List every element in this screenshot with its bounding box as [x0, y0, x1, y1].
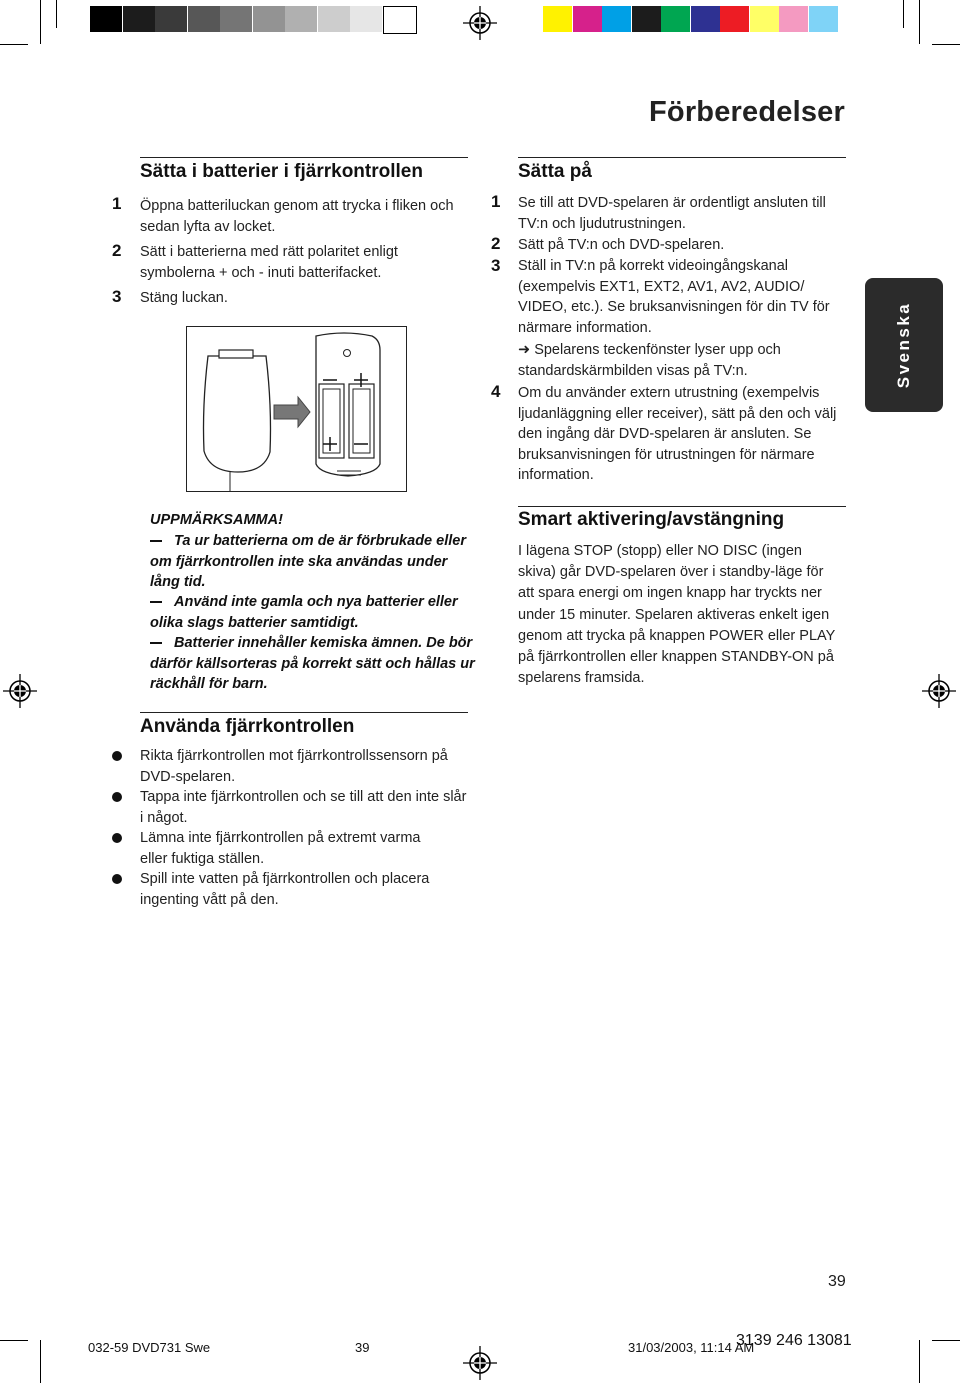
power-on-step-3: Ställ in TV:n på korrekt videoingångskanal (exempelvis EXT1, EXT2, AV1, AV2, AUDIO/ VIDEO, etc.). Se bruksanvisningen för din TV för närmare information.	[518, 258, 830, 336]
language-tab	[865, 278, 943, 412]
dash-icon	[150, 540, 162, 542]
remote-use-item: Rikta fjärrkontrollen mot fjärrkontrollssensorn på DVD-spelaren.	[140, 748, 448, 785]
registration-mark-icon	[3, 674, 37, 708]
color-swatch	[543, 6, 572, 32]
crop-mark	[56, 0, 57, 28]
gray-swatch	[318, 6, 350, 32]
dash-icon	[150, 601, 162, 603]
arrow-right-icon: ➜	[518, 342, 535, 358]
gray-swatch	[123, 6, 155, 32]
remote-use-item: Spill inte vatten på fjärrkontrollen och placera ingenting vått på den.	[140, 871, 430, 908]
gray-swatch	[220, 6, 252, 32]
color-swatch	[809, 6, 838, 32]
color-swatch	[602, 6, 631, 32]
page-number: 39	[828, 1273, 846, 1290]
bullet-icon	[112, 792, 122, 802]
footer-page: 39	[355, 1340, 370, 1355]
color-swatch	[720, 6, 749, 32]
smart-text: I lägena STOP (stopp) eller NO DISC (ingen skiva) går DVD-spelaren över i standby-läge för att spara energi om ingen knapp har tryckts ner under 15 minuter. Spelaren aktiveras enkelt igen genom att trycka på knappen POWER eller PLAY på fjärrkontrollen eller knappen STANDBY-ON på spelarens framsida.	[518, 543, 836, 687]
crop-mark	[903, 0, 904, 28]
registration-mark-icon	[463, 6, 497, 40]
crop-mark	[40, 0, 41, 44]
crop-mark	[0, 1340, 28, 1341]
warning-item	[150, 531, 480, 593]
smart-heading: Smart aktivering/avstängning	[518, 509, 785, 530]
section-rule	[518, 506, 846, 507]
warning-title: UPPMÄRKSAMMA!	[150, 512, 283, 528]
gray-swatch	[285, 6, 317, 32]
section-rule	[140, 157, 468, 158]
crop-mark	[919, 0, 920, 44]
color-swatch	[691, 6, 720, 32]
step-number: 1	[491, 192, 501, 211]
footer-file: 032-59 DVD731 Swe	[88, 1340, 211, 1355]
step-number: 3	[491, 256, 501, 275]
note-text: Spelarens teckenfönster lyser upp och standardskärmbilden visas på TV:n.	[518, 342, 781, 379]
dash-icon	[150, 642, 162, 644]
step-number: 2	[112, 241, 122, 260]
gray-swatch	[90, 6, 122, 32]
bullet-icon	[112, 751, 122, 761]
footer-code: 3139 246 13081	[736, 1332, 852, 1349]
gray-swatch	[350, 6, 382, 32]
section-rule	[518, 157, 846, 158]
warning-item-text: Ta ur batterierna om de är förbrukade eller om fjärrkontrollen inte ska användas under lång tid.	[150, 533, 466, 590]
color-swatch	[573, 6, 602, 32]
battery-compartment-illustration	[186, 326, 407, 492]
remote-use-heading: Använda fjärrkontrollen	[140, 716, 355, 737]
registration-mark-icon	[922, 674, 956, 708]
page-title: Förberedelser	[648, 96, 845, 128]
batteries-heading: Sätta i batterier i fjärrkontrollen	[140, 161, 423, 182]
crop-mark	[919, 1340, 920, 1383]
crop-mark	[0, 44, 28, 45]
batteries-step-3: Stäng luckan.	[140, 290, 228, 306]
power-on-step-4: Om du använder extern utrustning (exempelvis ljudanläggning eller receiver), sätt på den och välj den ingång där DVD-spelaren är ansluten. Se bruksanvisningen för utrustningen för närmare information.	[518, 385, 837, 483]
footer-datetime: 31/03/2003, 11:14 AM	[628, 1340, 755, 1355]
warning-item-text: Använd inte gamla och nya batterier eller olika slags batterier samtidigt.	[150, 594, 458, 631]
power-on-heading: Sätta på	[518, 161, 592, 182]
gray-swatch	[383, 6, 417, 34]
bullet-icon	[112, 833, 122, 843]
language-tab-label: Svenska	[894, 301, 913, 389]
step-number: 3	[112, 287, 122, 306]
remote-use-item: Lämna inte fjärrkontrollen på extremt varma eller fuktiga ställen.	[140, 830, 421, 867]
gray-swatch	[155, 6, 187, 32]
warning-item	[150, 592, 480, 633]
warning-item	[150, 633, 480, 695]
batteries-step-2: Sätt i batterierna med rätt polaritet enligt symbolerna + och - inuti batterifacket.	[140, 244, 398, 281]
bullet-icon	[112, 874, 122, 884]
crop-mark	[932, 1340, 960, 1341]
power-on-step-1: Se till att DVD-spelaren är ordentligt ansluten till TV:n och ljudutrustningen.	[518, 195, 826, 232]
batteries-step-1: Öppna batteriluckan genom att trycka i fliken och sedan lyfta av locket.	[140, 198, 454, 235]
remote-use-item: Tappa inte fjärrkontrollen och se till att den inte slår i något.	[140, 789, 467, 826]
color-swatch	[632, 6, 661, 32]
color-swatch	[661, 6, 690, 32]
gray-swatch	[188, 6, 220, 32]
step-number: 2	[491, 234, 501, 253]
crop-mark	[40, 1340, 41, 1383]
power-on-step-3-note	[518, 340, 828, 381]
gray-swatch	[253, 6, 285, 32]
color-swatch	[750, 6, 779, 32]
color-swatch	[779, 6, 808, 32]
registration-mark-icon	[463, 1346, 497, 1380]
power-on-step-2: Sätt på TV:n och DVD-spelaren.	[518, 237, 725, 253]
section-rule	[140, 712, 468, 713]
step-number: 4	[491, 382, 501, 401]
crop-mark	[932, 44, 960, 45]
warning-item-text: Batterier innehåller kemiska ämnen. De bör därför källsorteras på korrekt sätt och hållas ur räckhåll för barn.	[150, 635, 475, 692]
step-number: 1	[112, 194, 122, 213]
